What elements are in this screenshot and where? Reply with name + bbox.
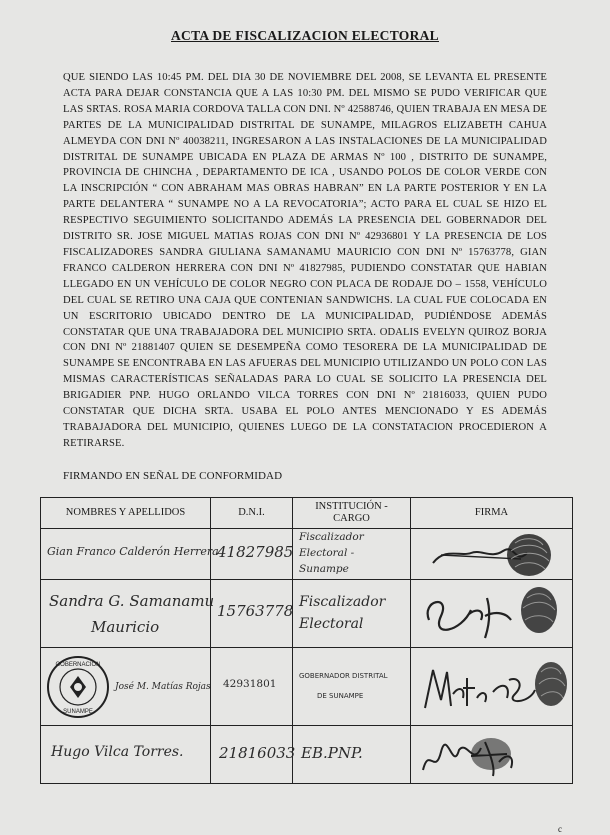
signature-table bbox=[40, 497, 573, 784]
header-names: NOMBRES Y APELLIDOS bbox=[41, 498, 211, 529]
handwritten-cargo-line2: DE SUNAMPE bbox=[317, 692, 364, 700]
handwritten-cargo-line1: Fiscalizador bbox=[299, 594, 386, 610]
table-row bbox=[41, 580, 573, 648]
seal-text-top: GOBERNACION bbox=[55, 662, 101, 668]
handwritten-cargo-line1: Fiscalizador bbox=[299, 531, 364, 543]
name-cell bbox=[41, 726, 211, 784]
handwritten-cargo-line1: GOBERNADOR DISTRITAL bbox=[299, 672, 388, 680]
handwritten-dni: 41827985 bbox=[217, 543, 294, 561]
header-institution-label: INSTITUCIÓN - CARGO bbox=[315, 501, 388, 524]
handwritten-dni: 42931801 bbox=[223, 678, 277, 690]
signature-cell bbox=[411, 529, 573, 580]
handwritten-cargo-line2: Electoral bbox=[299, 616, 364, 632]
handwritten-dni: 21816033 bbox=[219, 744, 296, 762]
fingerprint bbox=[535, 662, 567, 706]
cargo-cell bbox=[293, 580, 411, 648]
document-title: ACTA DE FISCALIZACION ELECTORAL bbox=[171, 28, 439, 43]
signature-drawing bbox=[411, 648, 573, 725]
name-cell bbox=[41, 648, 211, 726]
dni-cell bbox=[211, 726, 296, 784]
signature-drawing bbox=[411, 726, 573, 783]
signature-cell bbox=[411, 580, 573, 648]
signature-cell bbox=[411, 726, 573, 784]
handwritten-cargo-line3: Sunampe bbox=[299, 563, 349, 575]
header-signature: FIRMA bbox=[411, 498, 573, 529]
table-row bbox=[41, 529, 573, 580]
fingerprint bbox=[507, 534, 551, 576]
signature-drawing bbox=[411, 580, 573, 647]
header-institution bbox=[293, 498, 411, 529]
dni-cell bbox=[211, 648, 293, 726]
closing-statement: FIRMANDO EN SEÑAL DE CONFORMIDAD bbox=[63, 470, 283, 482]
handwritten-name-line2: Mauricio bbox=[91, 618, 160, 636]
cargo-cell bbox=[293, 726, 411, 784]
corner-mark: c bbox=[558, 824, 562, 834]
signature-drawing bbox=[411, 529, 573, 579]
cargo-cell bbox=[293, 529, 411, 580]
cargo-cell bbox=[293, 648, 411, 726]
gobernacion-seal bbox=[45, 654, 111, 720]
handwritten-name: Hugo Vilca Torres. bbox=[51, 744, 184, 760]
seal-text-bottom: SUNAMPE bbox=[63, 709, 93, 715]
handwritten-cargo-line1: EB.PNP. bbox=[301, 744, 363, 762]
handwritten-name: José M. Matías Rojas bbox=[115, 682, 211, 692]
document-body: QUE SIENDO LAS 10:45 PM. DEL DIA 30 DE NOVIEMBRE DEL 2008, SE LEVANTA EL PRESENTE ACTA PARA DEJAR CONSTANCIA QUE A LAS 10:30 PM. DEL MISMO SE PUDO VERIFICAR QUE LAS SRTAS. ROSA MARIA CORDOVA TALLA CON DNI. Nº 42588746, QUIEN TRABAJA EN MESA DE PARTES DE LA MUNICIPALIDAD DISTRITAL DE SUNAMPE, MILAGROS ELIZABETH CAHUA ALMEYDA CON DNI Nº 40038211, INGRESARON A LAS INSTALACIONES DE LA MUNICIPALIDAD DISTRITAL DE SUNAMPE UBICADA EN PLAZA DE ARMAS Nº 100 , DISTRITO DE SUNAMPE, PROVINCIA DE CHINCHA , DEPARTAMENTO DE ICA , USANDO POLOS DE COLOR VERDE CON LA INSCRIPCIÓN “ CON ABRAHAM MAS OBRAS HABRAN” EN LA PARTE POSTERIOR Y EN LA PARTE DELANTERA “ SUNAMPE NO A LA REVOCATORIA”; ACTO PARA EL CUAL SE HIZO EL RESPECTIVO SEGUIMIENTO SOLICITANDO ADEMÁS LA PRESENCIA DEL GOBERNADOR DEL DISTRITO SR. JOSE MIGUEL MATIAS ROJAS CON DNI Nº 42936801 Y LA PRESENCIA DE LOS FISCALIZADORES SANDRA GIULIANA SAMANAMU MAURICIO CON DNI Nº 15763778, GIAN FRANCO CALDERON HERRERA CON DNI Nº 41827985, PUDIENDO CONSTATAR QUE HABIAN LLEGADO EN UN VEHÍCULO DE COLOR NEGRO CON PLACA DE RODAJE DO – 1558, VEHÍCULO DEL CUAL SE RETIRO UNA CAJA QUE CONTENIAN SANDWICHS. LA CUAL FUE COLOCADA EN UN ESCRITORIO UBICADO DENTRO DE LA MUNICIPALIDAD, PUDIÉNDOSE ADEMÁS CONSTATAR QUE UNA TRABAJADORA DEL MUNICIPIO SRTA. ODALIS EVELYN QUIROZ BORJA CON DNI Nº 21881407 QUIEN SE DESEMPEÑA COMO TESORERA DE LA MUNICIPALIDAD DE SUNAMPE SE ENCONTRABA EN LAS AFUERAS DEL MUNICIPIO UTILIZANDO UN POLO CON LAS MISMAS CARACTERÍSTICAS SEÑALADAS PARA LO CUAL SE SOLICITO LA PRESENCIA DEL BRIGADIER PNP. HUGO ORLANDO VILCA TORRES CON DNI Nº 21816033, QUIEN PUDO CONSTATAR QUE DICHA SRTA. USABA EL POLO ANTES MENCIONADO Y ES ADEMÁS TRABAJADORA DEL MUNICIPIO, QUIENES LUEGO DE LA CONSTATACION PROCEDIERON A RETIRARSE. bbox=[63, 72, 547, 449]
dni-cell bbox=[211, 580, 293, 648]
fingerprint bbox=[471, 738, 511, 770]
handwritten-name-line1: Sandra G. Samanamu bbox=[49, 592, 215, 610]
table-row bbox=[41, 726, 573, 784]
handwritten-name: Gian Franco Calderón Herrera bbox=[47, 545, 219, 558]
table-header-row bbox=[41, 498, 573, 529]
handwritten-cargo-line2: Electoral - bbox=[299, 547, 355, 559]
header-dni: D.N.I. bbox=[211, 498, 293, 529]
table-row bbox=[41, 648, 573, 726]
name-cell bbox=[41, 580, 215, 648]
dni-cell bbox=[211, 529, 293, 580]
signature-cell bbox=[411, 648, 573, 726]
handwritten-dni: 15763778 bbox=[217, 602, 294, 620]
name-cell bbox=[41, 529, 219, 580]
